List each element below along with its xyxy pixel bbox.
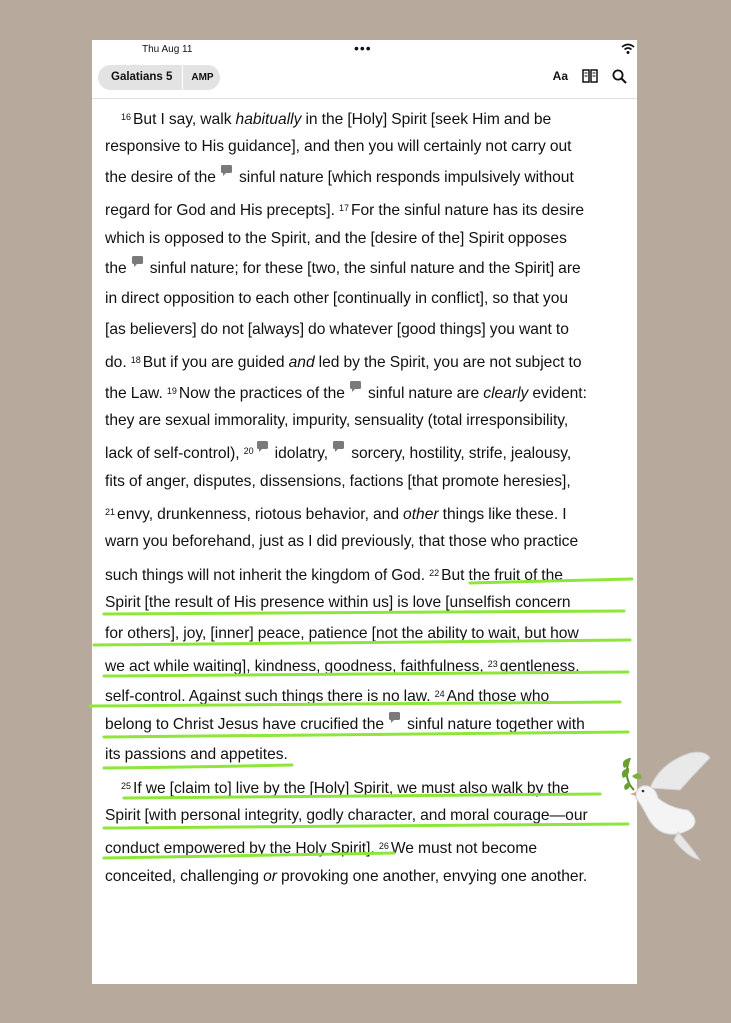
nav-bar [92,64,637,92]
note-icon[interactable] [333,441,344,449]
verse-line [105,436,630,466]
verse-text: sinful nature [which responds impulsively without [234,168,574,186]
verse-line [105,497,630,527]
verse-number[interactable]: 17 [338,203,349,214]
scripture-text [105,102,630,892]
verse-line: Spirit [with personal integrity, godly character, and moral courage—our [105,806,588,824]
verse-text: conceited, challenging [105,867,264,885]
verse-line [105,649,630,679]
verse-text: the desire of the [105,168,220,186]
verse-line: its passions and appetites. [105,746,288,764]
verse-number[interactable]: 25 [121,780,132,791]
verse-line [105,254,630,284]
verse-text: conduct empowered by the Holy Spirit]. [105,840,379,858]
verse-text: self-control. Against such things there is no law. [105,688,435,706]
verse-number[interactable]: 26 [378,841,389,852]
verse-text: do. [105,354,131,372]
verse-text: We must not become [390,840,537,858]
verse-text: clearly [483,384,529,402]
verse-text: idolatry, [270,445,333,463]
reference-selector [98,65,220,90]
verse-text: habitually [235,111,302,128]
verse-line: [as believers] do not [always] do whatever [good things] you want to [105,320,569,338]
reader-screen [92,40,637,984]
wifi-icon [621,43,635,55]
verse-number[interactable]: 22 [429,567,440,578]
verse-line [105,862,630,892]
verse-number[interactable]: 21 [105,507,116,518]
verse-text: or [263,867,277,885]
nav-divider [92,98,637,99]
verse-number[interactable]: 18 [130,355,141,366]
book-chapter-button[interactable]: Galatians 5 [98,65,183,90]
verse-line: fits of anger, disputes, dissensions, factions [that promote heresies], [105,472,571,490]
verse-text: sorcery, hostility, strife, jealousy, [347,445,572,463]
verse-line [105,376,630,406]
verse-line [105,710,630,740]
verse-line [105,679,630,709]
verse-number[interactable]: 19 [166,385,177,396]
verse-text: For the sinful nature has its desire [350,202,585,220]
status-bar [92,40,637,60]
verse-text: in the [Holy] Spirit [seek Him and be [301,111,552,128]
verse-text: If we [claim to] live by the [Holy] Spirit, we must also walk by the [133,779,570,797]
verse-text: But if you are guided [142,354,289,372]
book-icon[interactable] [582,68,598,84]
verse-line [105,163,630,193]
verse-text: sinful nature together with [403,715,585,733]
dove-icon [600,748,720,863]
verse-text: envy, drunkenness, riotous behavior, and [117,506,404,524]
verse-text: sinful nature; for these [two, the sinful nature and the Spirit] are [145,259,581,277]
note-icon[interactable] [257,441,268,449]
verse-text: But I say, walk [133,111,236,128]
verse-number[interactable]: 23 [487,659,498,670]
verse-line [105,771,630,801]
note-icon[interactable] [389,712,400,720]
verse-line: warn you beforehand, just as I did previously, that those who practice [105,533,579,551]
verse-text: sinful nature are [363,384,484,402]
note-icon[interactable] [350,381,361,389]
search-icon[interactable] [612,69,627,84]
verse-text: lack of self-control), [105,445,244,463]
verse-line [105,345,630,375]
verse-text: we act while waiting], kindness, goodness, faithfulness, [105,658,488,676]
verse-text: And those who [446,688,550,706]
verse-number[interactable]: 24 [434,689,445,700]
verse-text: belong to Christ Jesus have crucified the [105,715,389,733]
verse-line: for others], joy, [inner] peace, patience [not the ability to wait, but how [105,624,579,642]
note-icon[interactable] [132,256,143,264]
status-time: Thu Aug 11 [142,44,193,55]
verse-line: responsive to His guidance], and then you will certainly not carry out [105,138,572,156]
verse-text: But the fruit of the [441,566,563,584]
verse-line: in direct opposition to each other [continually in conflict], so that you [105,290,569,308]
verse-text: the Law. [105,384,167,402]
verse-number[interactable]: 20 [243,446,254,457]
verse-text: provoking one another, envying one another. [276,867,588,885]
verse-text: the [105,259,131,277]
verse-number[interactable]: 16 [121,112,132,122]
multitask-dots[interactable]: ••• [354,40,372,56]
verse-text: and [288,354,315,372]
verse-line: which is opposed to the Spirit, and the [desire of the] Spirit opposes [105,229,567,247]
verse-text: evident: [528,384,587,402]
verse-text: gentleness, [499,658,580,676]
verse-text: other [403,506,439,524]
verse-text: such things will not inherit the kingdom of God. [105,566,430,584]
font-settings-button[interactable]: Aa [552,69,568,83]
verse-line [105,102,630,132]
verse-text: Now the practices of the [178,384,349,402]
version-button[interactable]: AMP [191,72,214,83]
verse-text: led by the Spirit, you are not subject to [314,354,582,372]
verse-line [105,831,630,861]
verse-line [105,558,630,588]
verse-line: they are sexual immorality, impurity, sensuality (total irresponsibility, [105,411,569,429]
verse-text: regard for God and His precepts]. [105,202,339,220]
verse-line: Spirit [the result of His presence within us] is love [unselfish concern [105,594,571,612]
note-icon[interactable] [221,165,232,173]
nav-actions [553,68,627,84]
verse-text: things like these. I [438,506,567,524]
verse-line [105,193,630,223]
